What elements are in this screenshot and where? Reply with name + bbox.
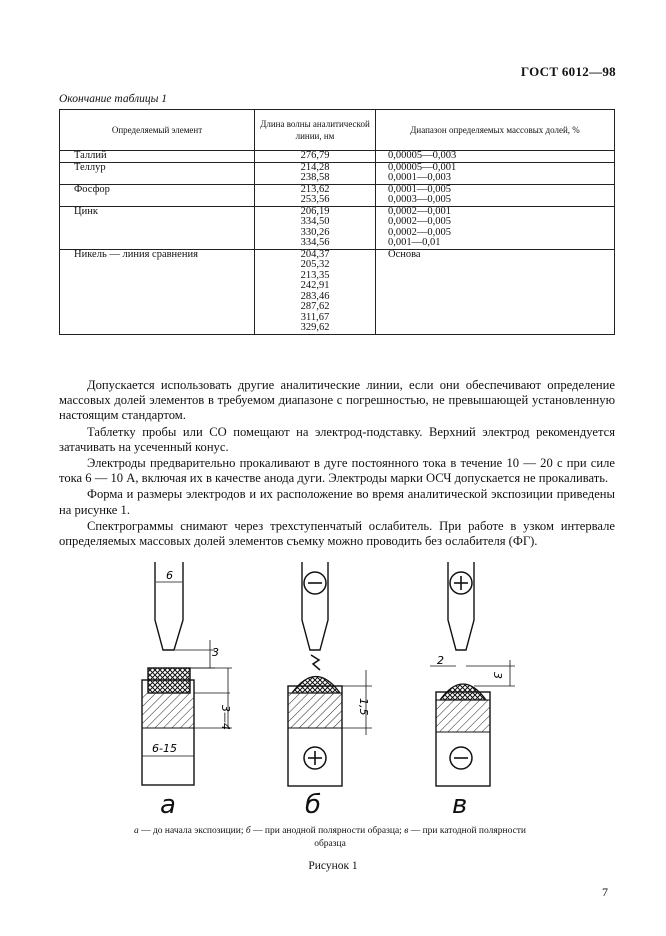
range-value: 0,0001—0,003 bbox=[388, 172, 451, 183]
table-caption: Окончание таблицы 1 bbox=[59, 93, 167, 105]
range-cell bbox=[376, 162, 615, 184]
panel-b bbox=[288, 562, 372, 786]
wavelength-value: 311,67 bbox=[300, 311, 330, 323]
wavelength-cell bbox=[255, 184, 376, 206]
panel-label-b: б bbox=[305, 790, 322, 820]
paragraph: Форма и размеры электродов и их расположение во время аналитической экспозиции приведены на рисунке 1. bbox=[59, 487, 615, 517]
panel-c bbox=[430, 562, 515, 786]
panel-label-a: а bbox=[160, 790, 176, 820]
element-cell: Цинк bbox=[60, 206, 255, 249]
wavelength-value: 206,19 bbox=[300, 205, 330, 217]
wavelength-cell bbox=[255, 151, 376, 163]
range-value: Основа bbox=[388, 248, 421, 260]
range-value: 0,00005—0,001 bbox=[388, 161, 457, 173]
paragraph: Электроды предварительно прокаливают в дуге постоянного тока в течение 10 — 20 с при силе тока 6 — 10 А, включая их в качестве анода дуги. Электроды марки ОСЧ допускается не прокаливать. bbox=[59, 456, 615, 486]
range-value: 0,0001—0,005 bbox=[388, 183, 451, 195]
wavelength-value: 204,37 bbox=[300, 248, 330, 260]
caption-a: а bbox=[133, 826, 139, 836]
range-cell bbox=[376, 151, 615, 163]
caption-c: в bbox=[404, 826, 409, 836]
dim-sample-height: 3—4 bbox=[219, 705, 232, 730]
header-element: Определяемый элемент bbox=[60, 110, 255, 151]
caption-b-text: — при анодной полярности образца; bbox=[250, 826, 405, 836]
table-row bbox=[60, 162, 615, 184]
dim-gap-c: 3 bbox=[491, 672, 504, 679]
wavelength-value: 330,26 bbox=[300, 226, 330, 238]
body-text bbox=[59, 378, 615, 550]
wavelength-value: 287,62 bbox=[300, 301, 330, 312]
wavelength-cell bbox=[255, 162, 376, 184]
caption-a-text: — до начала экспозиции; bbox=[138, 826, 246, 836]
range-value: 0,0003—0,005 bbox=[388, 194, 451, 205]
wavelength-value: 214,28 bbox=[300, 161, 330, 173]
paragraph: Спектрограммы снимают через трехступенчатый ослабитель. При работе в узком интервале определяемых массовых долей элементов съемку можно проводить без ослабителя (ФГ). bbox=[59, 518, 615, 549]
element-cell: Таллий bbox=[60, 151, 255, 163]
wavelength-cell bbox=[255, 249, 376, 334]
paragraph: Таблетку пробы или СО помещают на электрод-подставку. Верхний электрод рекомендуется затачивать на усеченный конус. bbox=[59, 424, 615, 454]
table-row bbox=[60, 206, 615, 249]
wavelength-cell bbox=[255, 206, 376, 249]
paragraph: Допускается использовать другие аналитические линии, если они обеспечивают определение массовых долей элементов в требуемом диапазоне с погрешностью, не превышающей установленную настоящим стандартом. bbox=[59, 378, 615, 423]
electrodes-figure bbox=[0, 550, 666, 790]
wavelength-value: 238,58 bbox=[300, 172, 330, 183]
header-wavelength: Длина волны аналитической линии, нм bbox=[255, 110, 376, 151]
range-cell bbox=[376, 249, 615, 334]
range-value: 0,001—0,01 bbox=[388, 237, 441, 248]
wavelength-value: 276,79 bbox=[300, 150, 330, 161]
dim-gap-a: 3 bbox=[212, 646, 219, 659]
header-range: Диапазон определяемых массовых долей, % bbox=[376, 110, 615, 151]
document-header: ГОСТ 6012—98 bbox=[520, 64, 616, 79]
dim-gap-b: 1,5 bbox=[357, 698, 370, 716]
table-row bbox=[60, 249, 615, 334]
wavelength-value: 253,56 bbox=[300, 194, 330, 205]
wavelength-value: 334,50 bbox=[300, 216, 330, 227]
table-header-row bbox=[60, 110, 615, 151]
dim-top-width: 6 bbox=[166, 569, 173, 582]
dim-bottom-width: 6-15 bbox=[152, 742, 177, 755]
page-number: 7 bbox=[602, 885, 608, 899]
wavelength-value: 329,62 bbox=[300, 322, 330, 333]
caption-b: б bbox=[245, 826, 251, 836]
element-cell: Никель — линия сравнения bbox=[60, 249, 255, 334]
range-cell bbox=[376, 184, 615, 206]
wavelength-value: 334,56 bbox=[300, 237, 330, 248]
range-value: 0,0002—0,005 bbox=[388, 216, 451, 227]
figure-caption bbox=[130, 825, 530, 851]
wavelength-value: 242,91 bbox=[300, 280, 330, 291]
panel-label-c: в bbox=[452, 790, 468, 820]
element-cell: Фосфор bbox=[60, 184, 255, 206]
range-value: 0,0002—0,001 bbox=[388, 205, 451, 217]
element-cell: Теллур bbox=[60, 162, 255, 184]
caption-c-text: — при катодной полярности образца bbox=[314, 826, 527, 849]
dim-gap-c-side: 2 bbox=[437, 654, 444, 667]
wavelength-value: 205,32 bbox=[300, 259, 330, 270]
wavelength-value: 213,62 bbox=[300, 183, 330, 195]
figure-title: Рисунок 1 bbox=[308, 860, 358, 872]
range-value: 0,0002—0,005 bbox=[388, 226, 451, 238]
panel-a bbox=[142, 562, 232, 785]
wavelength-value: 283,46 bbox=[300, 290, 330, 302]
range-cell bbox=[376, 206, 615, 249]
data-table bbox=[59, 109, 615, 335]
table-row bbox=[60, 151, 615, 163]
table-row bbox=[60, 184, 615, 206]
range-value: 0,00005—0,003 bbox=[388, 150, 457, 161]
wavelength-value: 213,35 bbox=[300, 269, 330, 281]
